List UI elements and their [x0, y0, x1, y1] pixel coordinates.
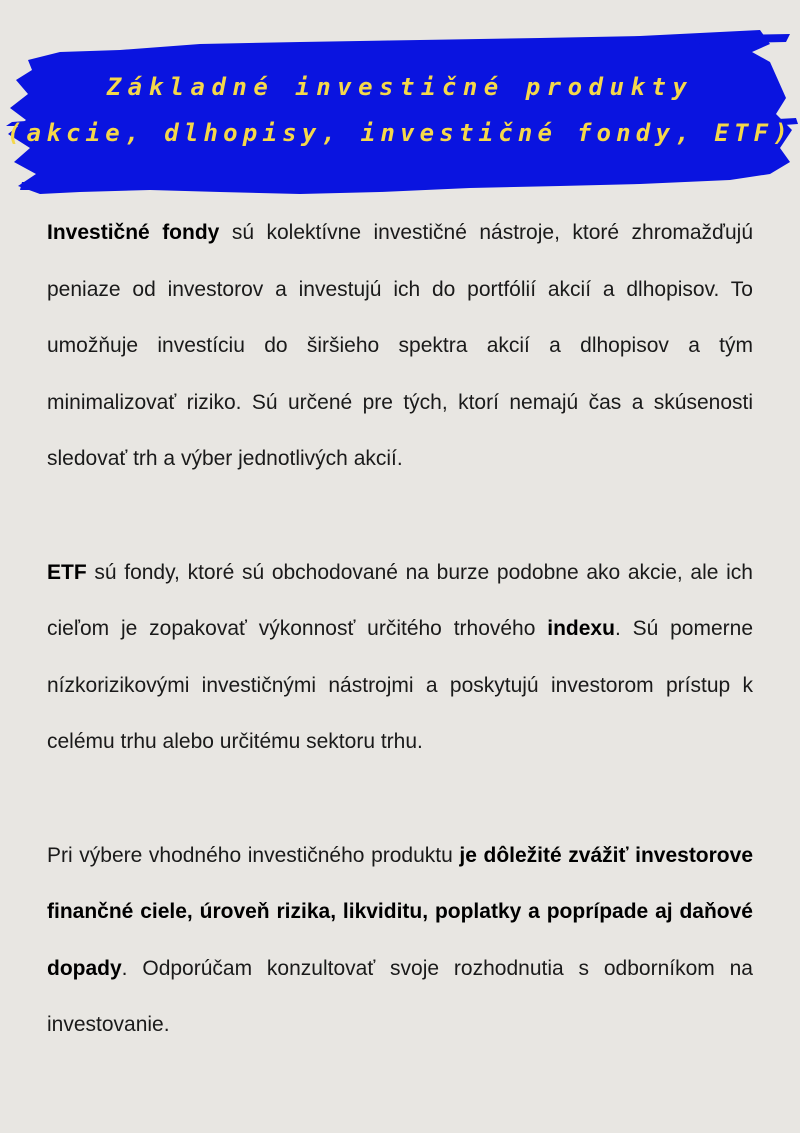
brush-stroke-background [0, 22, 800, 202]
paragraph-etf-text-b: . Sú pomerne nízkorizikovými investičnými nástrojmi a poskytujú investorom prístup k celému trhu alebo určitému sektoru trhu. [47, 617, 753, 754]
term-index: indexu [547, 617, 615, 641]
paragraph-advice [47, 828, 753, 1054]
paragraph-etf [47, 545, 753, 771]
article-body [47, 205, 753, 1054]
paragraph-investment-funds-text: sú kolektívne investičné nástroje, ktoré zhromažďujú peniaze od investorov a investujú ich do portfólií akcií a dlhopisov. To umožňuje investíciu do širšieho spektra akcií a dlhopisov a tým minimalizovať riziko. Sú určené pre tých, ktorí nemajú čas a skúsenosti sledovať trh a výber jednotlivých akcií. [47, 221, 753, 471]
title-banner [0, 22, 800, 202]
paragraph-advice-text-b: . Odporúčam konzultovať svoje rozhodnutia s odborníkom na investovanie. [47, 956, 753, 1037]
page-title-line-2: (akcie, dlhopisy, investičné fondy, ETF) [7, 119, 793, 147]
term-etf: ETF [47, 560, 87, 584]
advice-emphasis: je dôležité zvážiť investorove finančné ciele, úroveň rizika, likviditu, poplatky a poprípade aj daňové dopady [47, 843, 753, 980]
paragraph-investment-funds [47, 205, 753, 488]
paragraph-etf-text-a: sú fondy, ktoré sú obchodované na burze podobne ako akcie, ale ich cieľom je zopakovať výkonnosť určitého trhového [47, 560, 753, 641]
term-investment-funds: Investičné fondy [47, 221, 220, 244]
paragraph-advice-text-a: Pri výbere vhodného investičného produktu [47, 843, 460, 867]
page-title-line-1: Základné investičné produkty [106, 73, 694, 101]
